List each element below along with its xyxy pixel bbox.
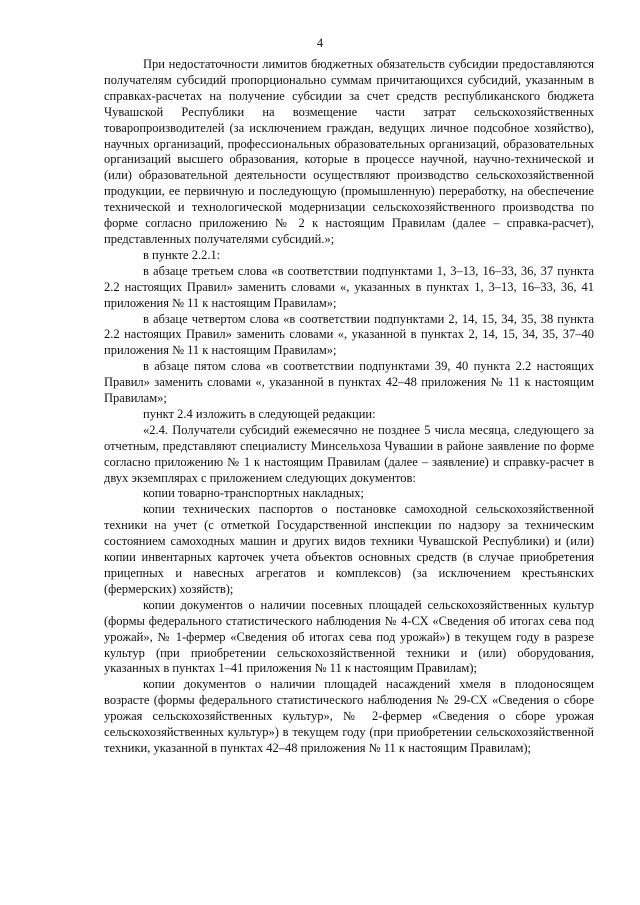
paragraph-sown-areas: копии документов о наличии посевных площадей сельскохозяйственных культур (формы федерального статистического наблюдения № 4-СХ «Сведения об итогах сева под урожай», № 1-фермер «Сведения об итогах сева под урожай») в текущем году в разрезе культур (при приобретении сельскохозяйственной техники и (или) оборудования, указанных в пунктах 1–41 приложения № 11 к настоящим Правилам); bbox=[104, 597, 594, 676]
paragraph-waybills: копии товарно-транспортных накладных; bbox=[143, 486, 364, 501]
paragraph-clause-2-2-1: в пункте 2.2.1: bbox=[143, 247, 221, 262]
paragraph-subsidy-limits: При недостаточности лимитов бюджетных обязательств субсидии предоставляются получателям субсидий пропорционально суммам причитающихся субсидий, указанным в справках-расчетах на получение субсидии за счет средств республиканского бюджета Чувашской Республики на возмещение части затрат сельскохозяйственных товаропроизводителей (за исключением граждан, ведущих личное подсобное хозяйство), научных организаций, профессиональных образовательных организаций, образовательных организаций высшего образования, которые в процессе научной, научно-технической и (или) образовательной деятельности осуществляют производство сельскохозяйственной продукции, ее первичную и последующую (промышленную) переработку, на обеспечение технической и технологической модернизации сельскохозяйственного производства по форме согласно приложению № 2 к настоящим Правилам (далее – справка-расчет), представленных получателями субсидий.»; bbox=[104, 57, 594, 246]
paragraph-fifth-indent: в абзаце пятом слова «в соответствии подпунктами 39, 40 пункта 2.2 настоящих Правил» заменить словами «, указанной в пунктах 42–48 приложения № 11 к настоящим Правилам»; bbox=[104, 359, 594, 406]
paragraph-third-indent: в абзаце третьем слова «в соответствии подпунктами 1, 3–13, 16–33, 36, 37 пункта 2.2 настоящих Правил» заменить словами «, указанных в пунктах 1, 3–13, 16–33, 36, 41 приложения № 11 к настоящим Правилам»; bbox=[104, 263, 594, 310]
page-number: 4 bbox=[316, 36, 324, 50]
paragraph-hop-plantings: копии документов о наличии площадей насаждений хмеля в плодоносящем возрасте (формы федерального статистического наблюдения № 29-СХ «Сведения о сборе урожая сельскохозяйственных культур», № 2-фермер «Сведения о сборе урожая сельскохозяйственных культур») в текущем году (при приобретении сельскохозяйственной техники, указанной в пунктах 42–48 приложения № 11 к настоящим Правилам); bbox=[104, 677, 594, 755]
document-body bbox=[104, 57, 594, 757]
paragraph-technical-passports: копии технических паспортов о постановке самоходной сельскохозяйственной техники на учет (с отметкой Государственной инспекции по надзору за техническим состоянием самоходных машин и других видов техники Чувашской Республики) и (или) копии инвентарных карточек учета объектов основных средств (в случае приобретения прицепных и навесных агрегатов и комплексов) (за исключением крестьянских (фермерских) хозяйств); bbox=[104, 502, 594, 596]
paragraph-fourth-indent: в абзаце четвертом слова «в соответствии подпунктами 2, 14, 15, 34, 35, 38 пункта 2.2 настоящих Правил» заменить словами «, указанной в пунктах 2, 14, 15, 34, 35, 37–40 приложения № 11 к настоящим Правилам»; bbox=[104, 311, 594, 358]
paragraph-clause-2-4-text: «2.4. Получатели субсидий ежемесячно не позднее 5 числа месяца, следующего за отчетным, представляют специалисту Минсельхоза Чувашии в районе заявление по форме согласно приложению № 1 к настоящим Правилам (далее – заявление) и справку-расчет в двух экземплярах с приложением следующих документов: bbox=[104, 422, 594, 485]
paragraph-clause-2-4-intro: пункт 2.4 изложить в следующей редакции: bbox=[143, 406, 376, 421]
